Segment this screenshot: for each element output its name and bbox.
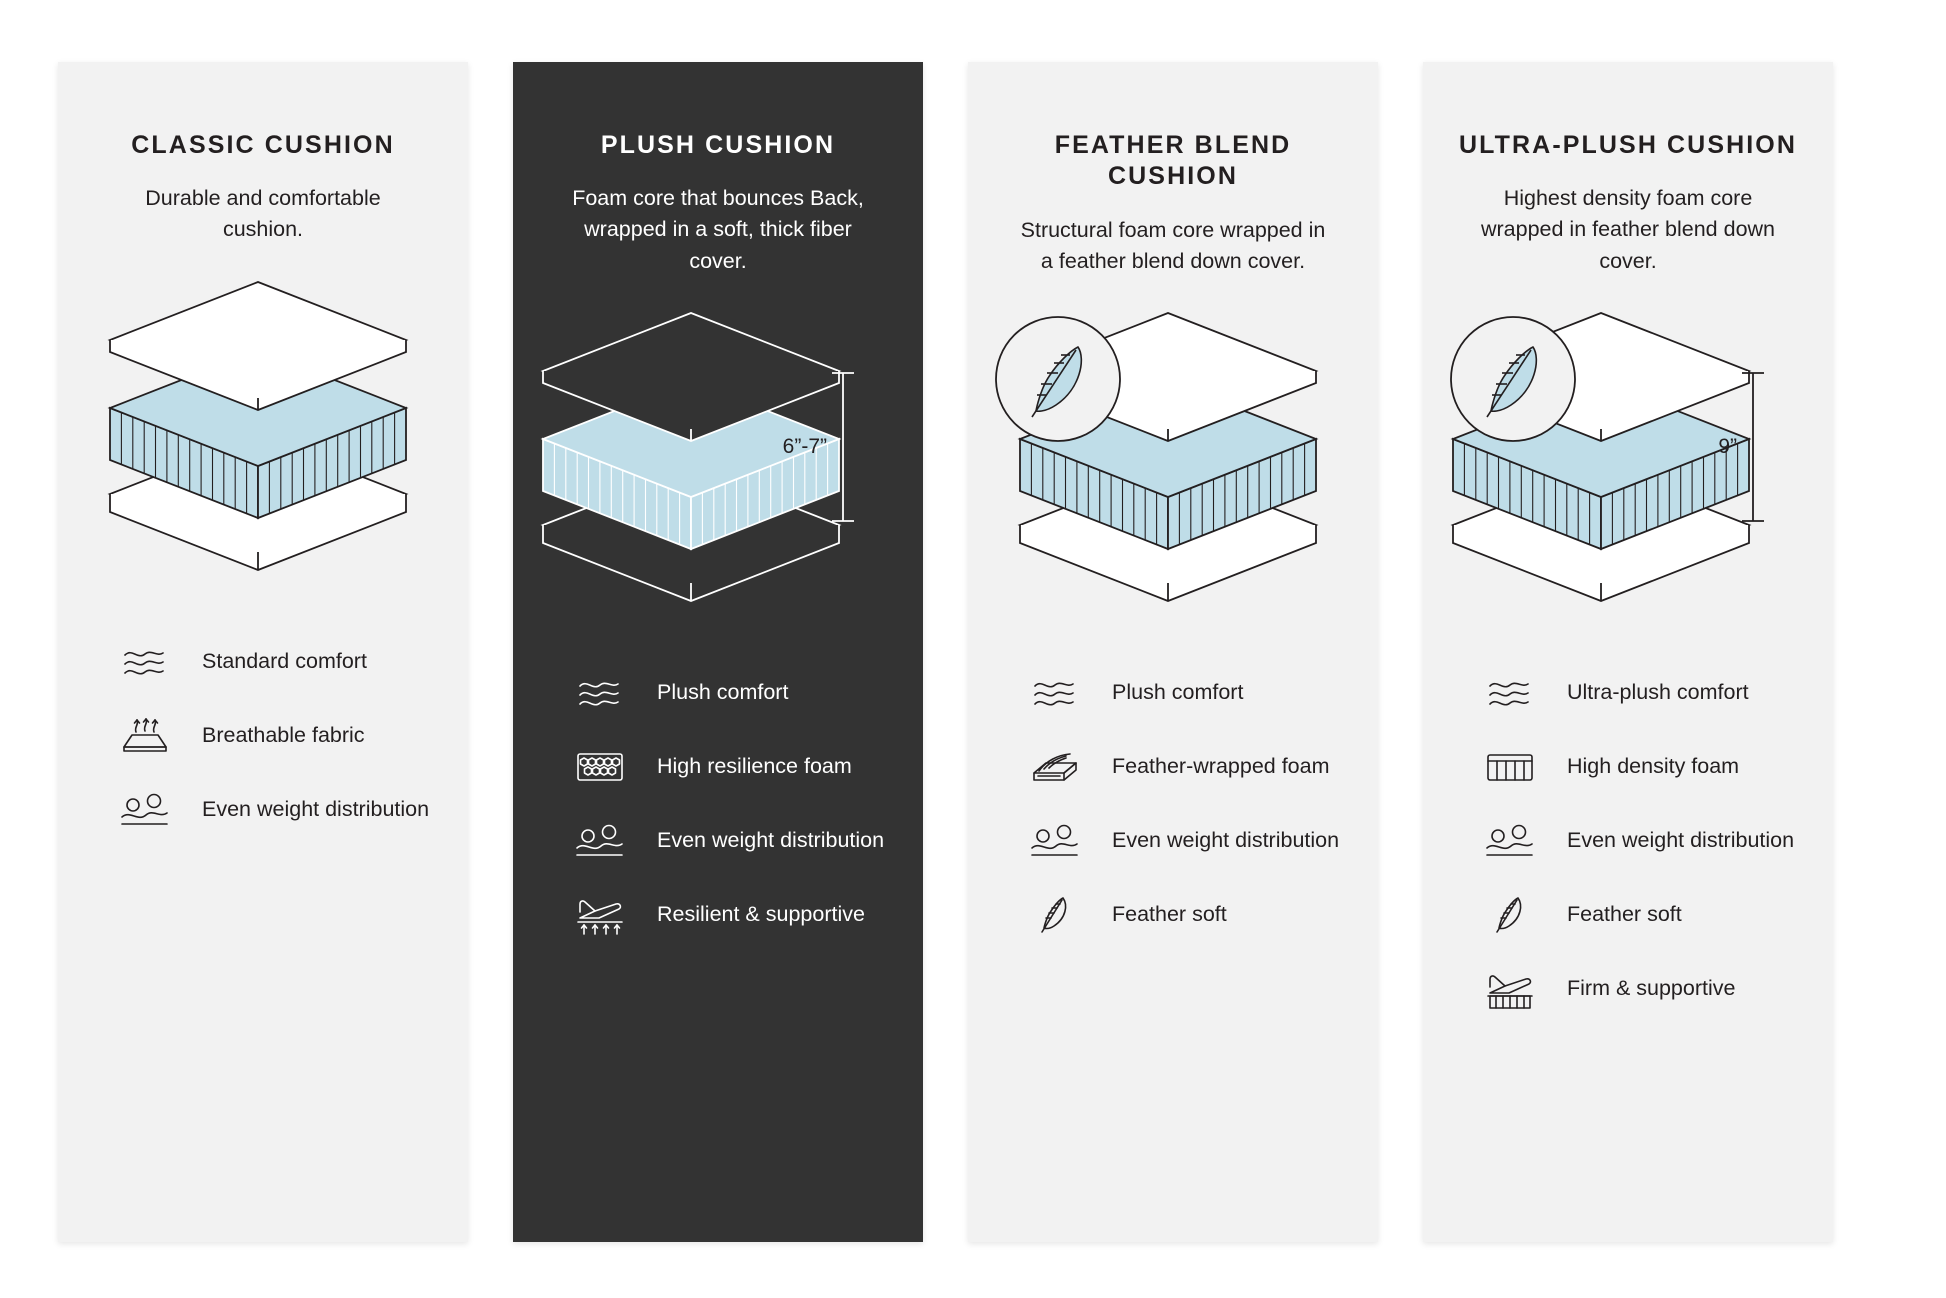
feature-label: Even weight distribution [657,828,885,852]
feature-item [1479,743,1797,791]
card-title: ULTRA-PLUSH CUSHION [1458,131,1798,159]
feature-item [569,817,887,865]
exploded-cushion-diagram [1423,311,1833,641]
firm-support-icon [1479,967,1541,1011]
feature-list [968,669,1378,939]
feature-item [1479,891,1797,939]
feature-label: Standard comfort [202,648,367,673]
feature-label: Plush comfort [657,680,789,704]
feature-list [1423,669,1833,1013]
card-description: Durable and comfortable cushion. [145,186,381,242]
feature-label: Even weight distribution [1112,828,1340,853]
exploded-cushion-diagram [513,311,923,641]
card-title: CLASSIC CUSHION [131,131,395,159]
svg-text:6”-7”: 6”-7” [782,434,827,458]
feature-item [1024,891,1342,939]
feather-icon [1479,894,1541,936]
even-weight-distribution-icon [1024,822,1086,860]
feature-label: Even weight distribution [1567,828,1795,852]
feature-label: Feather-wrapped foam [1112,754,1330,779]
wave-lines-icon [1024,676,1086,710]
breathable-fabric-icon [114,717,176,755]
card-description: Foam core that bounces Back, wrapped in a soft, thick fiber cover. [572,186,864,273]
feature-item [114,638,432,686]
feature-label: High resilience foam [657,754,852,778]
feature-item [1024,817,1342,865]
feature-item [569,669,887,717]
card-description: Structural foam core wrapped in a feather blend down cover. [1020,217,1326,273]
feature-label: Feather soft [1112,902,1227,927]
feature-item [1479,669,1797,717]
feature-label: Even weight distribution [202,796,430,821]
feature-item [1479,965,1797,1013]
card-title: FEATHER BLEND CUSHION [1054,131,1292,191]
cushion-card-feather-blend-cushion [968,62,1378,1242]
feature-label: Resilient & supportive [657,902,865,926]
exploded-cushion-diagram [58,280,468,610]
feature-label: Ultra-plush comfort [1567,680,1749,704]
feature-label: Plush comfort [1112,680,1244,705]
svg-text:9”: 9” [1718,434,1737,458]
feature-item [1024,669,1342,717]
resilient-support-icon [569,892,631,938]
feather-wrapped-foam-icon [1024,749,1086,785]
feature-label: High density foam [1567,754,1740,778]
feature-item [1024,743,1342,791]
cushion-card-ultra-plush-cushion [1423,62,1833,1242]
wave-lines-icon [1479,676,1541,710]
feature-item [114,712,432,760]
cushion-card-classic-cushion [58,62,468,1242]
feature-list [58,638,468,834]
feature-label: Feather soft [1567,902,1682,926]
feature-list [513,669,923,939]
even-weight-distribution-icon [569,822,631,860]
cushion-card-row [58,62,1888,1242]
feature-item [114,786,432,834]
feather-icon [1024,894,1086,936]
feature-item [569,743,887,791]
exploded-cushion-diagram [968,311,1378,641]
cushion-card-plush-cushion [513,62,923,1242]
feature-item [1479,817,1797,865]
card-title: PLUSH CUSHION [600,131,836,159]
feature-label: Firm & supportive [1567,976,1736,1000]
even-weight-distribution-icon [1479,822,1541,860]
card-description: Highest density foam core wrapped in feather blend down cover. [1480,186,1776,273]
high-density-foam-icon [1479,749,1541,785]
feature-label: Breathable fabric [202,722,365,747]
wave-lines-icon [569,676,631,710]
honeycomb-foam-icon [569,749,631,785]
feature-item [569,891,887,939]
even-weight-distribution-icon [114,791,176,829]
wave-lines-icon [114,645,176,679]
